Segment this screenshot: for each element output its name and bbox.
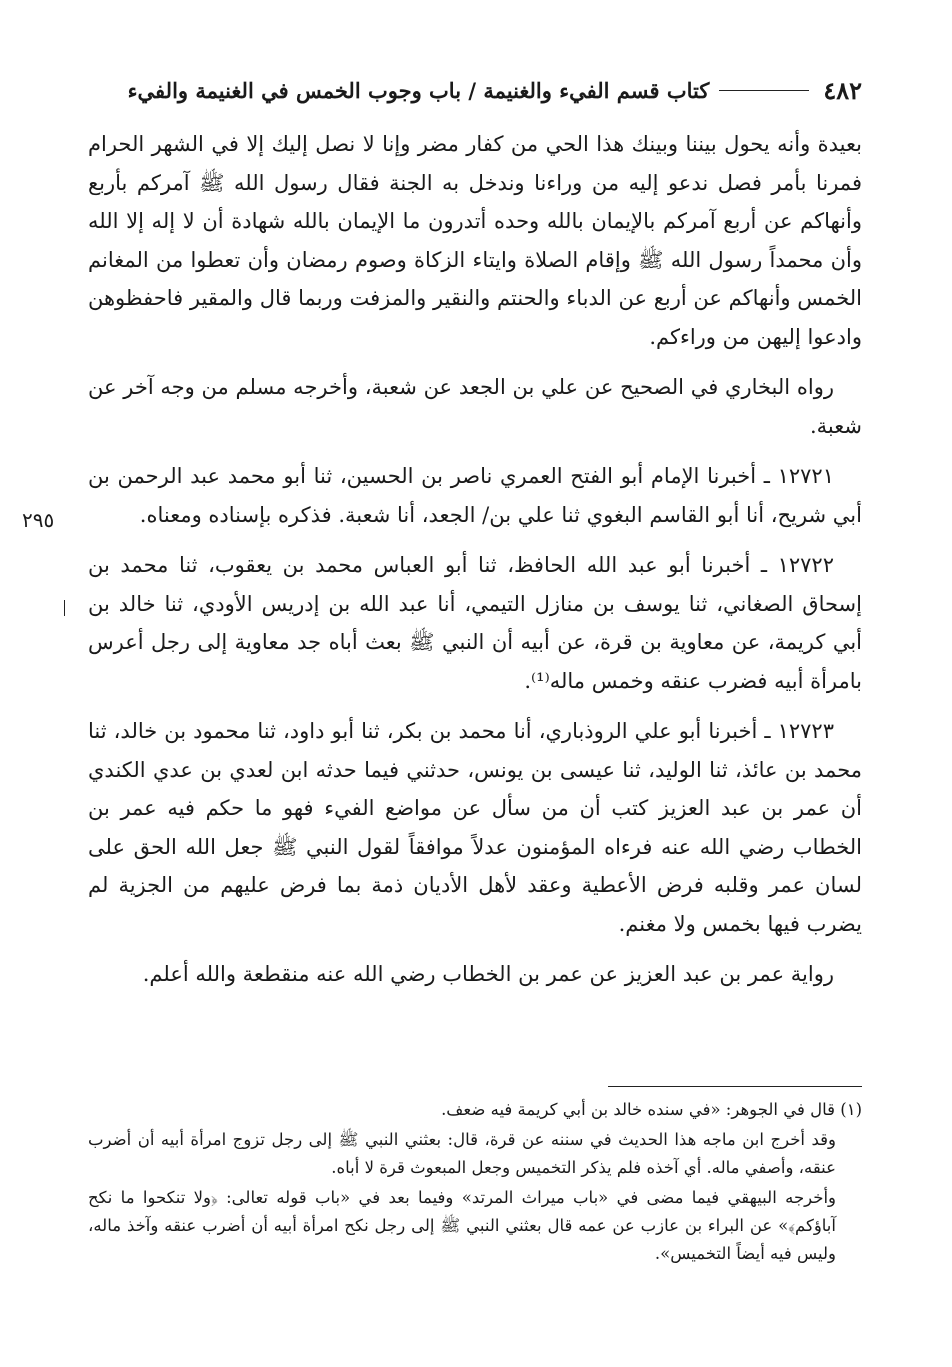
header-rule (719, 90, 809, 91)
main-text (88, 125, 862, 1006)
margin-tick (64, 600, 65, 616)
footnote-1: (١) قال في الجوهر: «في سنده خالد بن أبي كريمة فيه ضعف. (441, 1100, 862, 1119)
paragraph-hadith-text: بعيدة وأنه يحول بيننا وبينك هذا الحي من كفار مضر وإنا لا نصل إليك إلا في الشهر الحرام فمرنا بأمر فصل ندعو إليه من وراءنا وندخل به الجنة فقال رسول الله ﷺ آمركم بأربع وأنهاكم عن أربع آمركم بالإيمان بالله وحده أتدرون ما الإيمان بالله شهادة أن لا إله إلا الله وأن محمداً رسول الله ﷺ وإقام الصلاة وايتاء الزكاة وصوم رمضان وأن تعطوا من المغانم الخمس وأنهاكم عن أربع عن الدباء والحنتم والنقير والمزفت وربما قال والمقير فاحفظوهن وادعوا إليهن من وراءكم. (88, 132, 862, 349)
footnotes (88, 1096, 862, 1270)
paragraph-closing-note: رواية عمر بن عبد العزيز عن عمر بن الخطاب رضي الله عنه منقطعة والله أعلم. (142, 962, 834, 986)
footnote-1-bayhaqi: وأخرجه البيهقي فيما مضى في «باب ميراث المرتد» وفيما بعد في «باب قوله تعالى: ﴿ولا تنكحوا ما نكح آباؤكم﴾» عن البراء بن عازب عن عمه قال بعثني النبي ﷺ إلى رجل نكح امرأة أبيه أن أضرب عنقه وآخذ ماله، وليس فيه أيضاً التخميس». (88, 1188, 836, 1263)
paragraph-12723: ١٢٧٢٣ ـ أخبرنا أبو علي الروذباري، أنا محمد بن بكر، ثنا أبو داود، ثنا محمود بن خالد، ثنا محمد بن عائذ، ثنا الوليد، ثنا عيسى بن يونس، حدثني فيما حدثه ابن لعدي بن عدي الكندي أن عمر بن عبد العزيز كتب أن من سأل عن مواضع الفيء فهو ما حكم فيه عمر بن الخطاب رضي الله عنه فرءاه المؤمنون عدلاً موافقاً لقول النبي ﷺ جعل الله الحق على لسان عمر وقلبه فرض الأعطية وعقد لأهل الأديان ذمة بما فرض عليهم من الجزية لم يضرب فيها بخمس ولا مغنم. (88, 719, 862, 936)
footnote-1-ibn-majah: وقد أخرج ابن ماجه هذا الحديث في سننه عن قرة، قال: بعثني النبي ﷺ إلى رجل تزوج امرأة أبيه أن أضرب عنقه، وأصفي ماله. أي آخذه فلم يذكر التخميس وجعل المبعوث قرة لا أباه. (88, 1130, 836, 1177)
paragraph-bukhari-note: رواه البخاري في الصحيح عن علي بن الجعد عن شعبة، وأخرجه مسلم من وجه آخر عن شعبة. (88, 375, 862, 438)
paragraph-12722: ١٢٧٢٢ ـ أخبرنا أبو عبد الله الحافظ، ثنا أبو العباس محمد بن يعقوب، ثنا محمد بن إسحاق الصغاني، ثنا يوسف بن منازل التيمي، أنا عبد الله بن إدريس الأودي، ثنا خالد بن أبي كريمة، عن معاوية بن قرة، عن أبيه أن النبي ﷺ بعث أباه جد معاوية إلى رجل أعرس بامرأة أبيه فضرب عنقه وخمس ماله⁽¹⁾. (88, 553, 862, 693)
running-header (88, 70, 862, 110)
paragraph-12721: ١٢٧٢١ ـ أخبرنا الإمام أبو الفتح العمري ناصر بن الحسين، ثنا أبو محمد عبد الرحمن بن أبي شريح، أنا أبو القاسم البغوي ثنا علي بن/ الجعد، أنا شعبة. فذكره بإسناده ومعناه. (88, 464, 862, 527)
margin-page-number: ٢٩٥ (22, 508, 55, 532)
page-number: ٤٨٢ (823, 75, 862, 105)
footnote-separator (608, 1086, 862, 1087)
header-title: كتاب قسم الفيء والغنيمة / باب وجوب الخمس في الغنيمة والفيء (127, 77, 710, 103)
